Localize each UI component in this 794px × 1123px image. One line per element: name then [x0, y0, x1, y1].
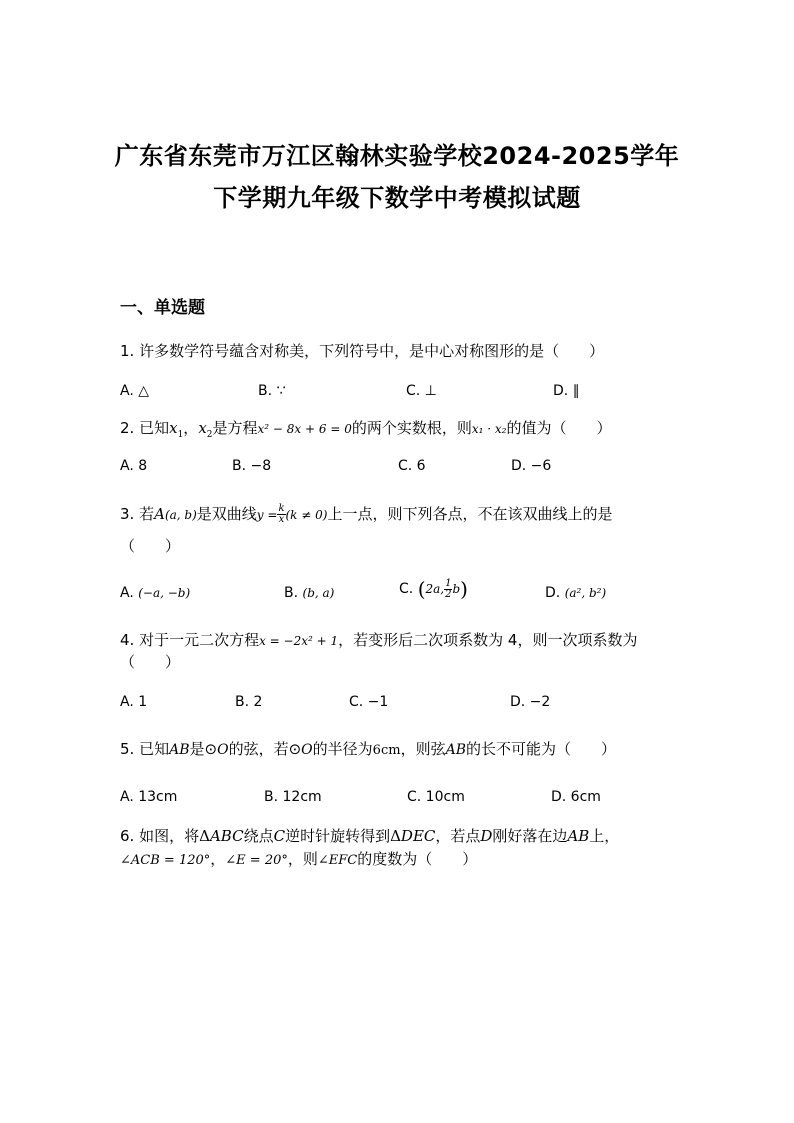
q6-comma: ， [210, 850, 226, 868]
q6-text-8: 的度数为（ ） [357, 850, 478, 868]
circle-dot-icon: ⊙ [204, 740, 218, 758]
q2-x2: x [198, 419, 207, 437]
q3-text-2: 是双曲线 [196, 505, 257, 523]
title-line-1: 广东省东莞市万江区翰林实验学校2024-2025学年 [114, 142, 680, 170]
q2-comma: ， [183, 419, 199, 437]
q3-stem-line-1 [120, 503, 612, 526]
section-heading: 一、单选题 [120, 298, 205, 318]
q5-ab-2: AB [445, 742, 466, 758]
q5-option-a: A. 13cm [120, 789, 178, 805]
q3-stem-line-2: （ ） [120, 537, 181, 555]
title-line-2: 下学期九年级下数学中考模拟试题 [213, 184, 581, 212]
q3-text-3: 上一点，则下列各点，不在该双曲线上的是 [327, 505, 613, 523]
q4-stem-line-1 [120, 629, 637, 652]
q2-text-3: 的两个实数根，则 [351, 419, 472, 437]
q3-point-name: A [154, 505, 165, 523]
q3-fraction-den: x [278, 514, 285, 525]
q2-x1: x [169, 419, 178, 437]
q1-stem: 1. 许多数学符号蕴含对称美，下列符号中，是中心对称图形的是（ ） [120, 342, 605, 360]
q6-text-1: 6. 如图，将 [120, 827, 200, 845]
q3-option-c-den: 2 [445, 588, 452, 600]
q2-x2-sub: 2 [206, 430, 213, 440]
q4-equation: x = −2x² + 1 [259, 634, 339, 648]
q6-text-3: 逆时针旋转得到 [285, 827, 391, 845]
q4-option-d: D. −2 [510, 694, 551, 710]
q3-option-a-value: (−a, −b) [138, 586, 191, 600]
q3-option-c-part2: b [452, 582, 461, 596]
q5-o-2: O [301, 742, 313, 758]
q5-text-3: 的弦，若 [228, 740, 289, 758]
q2-option-a: A. 8 [120, 458, 148, 474]
q5-text-1: 5. 已知 [120, 740, 170, 758]
q5-text-4: 的半径为 [312, 740, 373, 758]
q3-fraction-num: k [278, 503, 285, 514]
q6-ab: AB [567, 827, 590, 845]
q3-y-equals: y = [256, 508, 278, 522]
q3-condition: (k ≠ 0) [285, 508, 328, 522]
triangle-icon-2: Δ [390, 827, 401, 845]
q3-option-d-value: (a², b²) [564, 586, 607, 600]
q5-option-c: C. 10cm [407, 789, 465, 805]
q5-o: O [217, 742, 229, 758]
q2-x1-sub: 1 [177, 430, 184, 440]
q3-option-b-label: B. [284, 585, 299, 601]
q6-c: C [273, 827, 286, 845]
q3-option-c-label: C. [399, 581, 414, 597]
q5-stem [120, 738, 616, 762]
q6-stem-line-2 [120, 848, 477, 872]
q5-text-5: ，则弦 [400, 740, 446, 758]
triangle-icon: Δ [199, 827, 210, 845]
q6-angle-efc: ∠EFC [317, 853, 358, 868]
q3-option-c-part1: 2a, [425, 582, 445, 596]
q3-option-b [284, 582, 334, 604]
q3-option-d-label: D. [545, 585, 561, 601]
q5-option-b: B. 12cm [264, 789, 322, 805]
q2-option-b: B. −8 [232, 458, 272, 474]
q2-equation: x² − 8x + 6 = 0 [257, 422, 352, 436]
q2-text-1: 2. 已知 [120, 419, 170, 437]
q6-d: D [480, 827, 493, 845]
q5-text-6: 的长不可能为（ ） [465, 740, 616, 758]
q4-option-c: C. −1 [349, 694, 389, 710]
q6-angle-acb: ∠ACB = 120° [120, 853, 211, 868]
q6-text-6: 上， [589, 827, 620, 845]
q3-option-a [120, 582, 190, 604]
q5-ab: AB [169, 742, 190, 758]
q6-text-4: ，若点 [435, 827, 481, 845]
q3-option-b-value: (b, a) [302, 586, 335, 600]
q1-option-a: A. △ [120, 383, 149, 399]
q1-option-d: D. ∥ [553, 383, 580, 399]
q3-fraction [277, 504, 285, 525]
q6-text-2: 绕点 [243, 827, 274, 845]
q6-stem-line-1 [120, 825, 619, 847]
q3-option-d [545, 582, 606, 604]
q1-option-c: C. ⊥ [406, 383, 437, 399]
q6-text-7: ，则 [287, 850, 318, 868]
q4-option-a: A. 1 [120, 694, 148, 710]
q4-text-1: 4. 对于一元二次方程 [120, 631, 260, 649]
q6-abc: ABC [209, 827, 244, 845]
q6-dec: DEC [400, 827, 436, 845]
q2-option-c: C. 6 [398, 458, 426, 474]
q3-option-a-label: A. [120, 585, 134, 601]
q4-option-b: B. 2 [235, 694, 263, 710]
q5-radius: 6cm [372, 743, 401, 758]
q4-text-2: ，若变形后二次项系数为 4，则一次项系数为 [338, 631, 638, 649]
q3-option-c: C. (2a, $\frac{1}{2}$ b) [399, 577, 468, 601]
q3-point-args: (a, b) [164, 508, 197, 522]
q4-stem-line-2: （ ） [120, 653, 181, 671]
q2-text-4: 的值为（ ） [506, 419, 612, 437]
q2-text-2: 是方程 [212, 419, 258, 437]
q2-product: x₁ · x₂ [471, 422, 507, 436]
q5-text-2: 是 [189, 740, 205, 758]
q6-text-5: 刚好落在边 [492, 827, 568, 845]
q2-stem [120, 417, 611, 446]
q6-angle-e: ∠E = 20° [225, 853, 288, 868]
q5-option-d: D. 6cm [551, 789, 601, 805]
q3-option-c-num: 1 [445, 577, 452, 589]
q1-option-b: B. ∵ [258, 383, 286, 399]
q3-text-1: 3. 若 [120, 505, 155, 523]
circle-dot-icon-2: ⊙ [288, 740, 302, 758]
q2-option-d: D. −6 [511, 458, 552, 474]
